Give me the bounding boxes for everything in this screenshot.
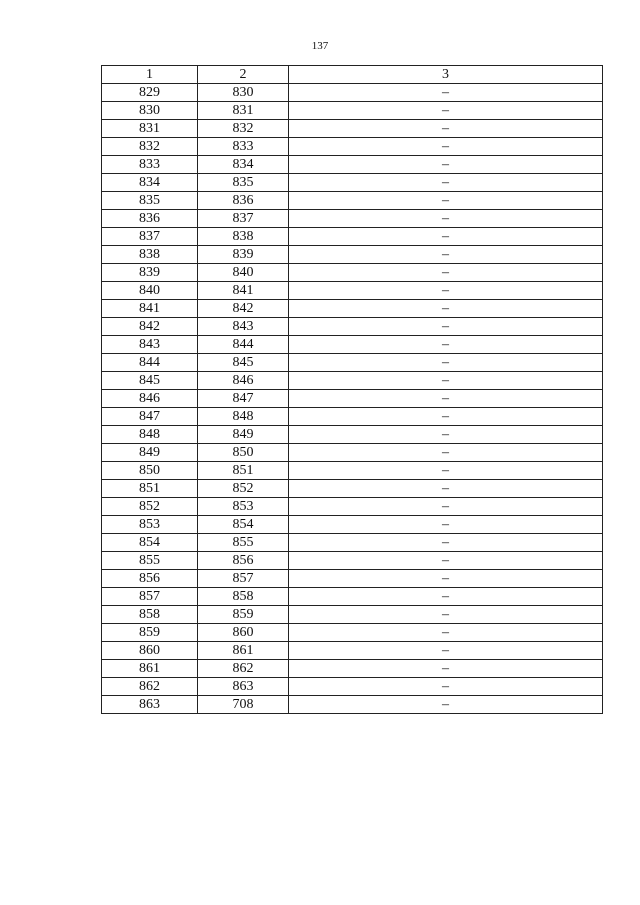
table-cell-col-1: 841 <box>102 300 198 318</box>
table-cell-col-3: – <box>289 534 603 552</box>
table-cell-col-2: 862 <box>198 660 289 678</box>
table-cell-col-1: 833 <box>102 156 198 174</box>
table-row <box>102 516 603 534</box>
table-cell-col-3: – <box>289 336 603 354</box>
table-cell-col-2: 831 <box>198 102 289 120</box>
column-header-2: 2 <box>198 66 289 84</box>
table-cell-col-3: – <box>289 426 603 444</box>
table-cell-col-3: – <box>289 228 603 246</box>
table-cell-col-3: – <box>289 660 603 678</box>
table-row <box>102 156 603 174</box>
table-row <box>102 246 603 264</box>
table-cell-col-1: 831 <box>102 120 198 138</box>
table-cell-col-1: 829 <box>102 84 198 102</box>
table-cell-col-1: 835 <box>102 192 198 210</box>
table-cell-col-2: 855 <box>198 534 289 552</box>
table-cell-col-2: 853 <box>198 498 289 516</box>
table-cell-col-2: 861 <box>198 642 289 660</box>
table-cell-col-3: – <box>289 570 603 588</box>
table-row <box>102 192 603 210</box>
table-cell-col-2: 837 <box>198 210 289 228</box>
table-cell-col-2: 845 <box>198 354 289 372</box>
table-header <box>102 66 603 84</box>
table-cell-col-2: 839 <box>198 246 289 264</box>
table-cell-col-1: 856 <box>102 570 198 588</box>
table-cell-col-3: – <box>289 498 603 516</box>
table-cell-col-1: 837 <box>102 228 198 246</box>
table-cell-col-1: 836 <box>102 210 198 228</box>
table-cell-col-1: 853 <box>102 516 198 534</box>
table-cell-col-1: 851 <box>102 480 198 498</box>
column-header-3: 3 <box>289 66 603 84</box>
table-cell-col-2: 849 <box>198 426 289 444</box>
table-cell-col-2: 850 <box>198 444 289 462</box>
table-row <box>102 480 603 498</box>
column-header-1: 1 <box>102 66 198 84</box>
table-cell-col-2: 852 <box>198 480 289 498</box>
table-cell-col-1: 847 <box>102 408 198 426</box>
table-cell-col-3: – <box>289 102 603 120</box>
table-row <box>102 282 603 300</box>
table-cell-col-2: 844 <box>198 336 289 354</box>
table-row <box>102 372 603 390</box>
table-row <box>102 210 603 228</box>
table-cell-col-3: – <box>289 156 603 174</box>
table-row <box>102 696 603 714</box>
table-cell-col-3: – <box>289 372 603 390</box>
table-cell-col-2: 832 <box>198 120 289 138</box>
table-cell-col-2: 841 <box>198 282 289 300</box>
table-cell-col-1: 861 <box>102 660 198 678</box>
table-cell-col-2: 834 <box>198 156 289 174</box>
table-row <box>102 552 603 570</box>
table-row <box>102 588 603 606</box>
table-cell-col-3: – <box>289 246 603 264</box>
table-row <box>102 138 603 156</box>
table-row <box>102 120 603 138</box>
table-cell-col-3: – <box>289 300 603 318</box>
table-cell-col-2: 848 <box>198 408 289 426</box>
table-row <box>102 390 603 408</box>
table-cell-col-2: 863 <box>198 678 289 696</box>
table-cell-col-1: 842 <box>102 318 198 336</box>
table-header-row <box>102 66 603 84</box>
table-cell-col-3: – <box>289 210 603 228</box>
table-cell-col-2: 846 <box>198 372 289 390</box>
table-cell-col-3: – <box>289 552 603 570</box>
table-row <box>102 228 603 246</box>
table-cell-col-2: 858 <box>198 588 289 606</box>
table-cell-col-3: – <box>289 120 603 138</box>
table-row <box>102 102 603 120</box>
table-cell-col-1: 844 <box>102 354 198 372</box>
table-row <box>102 534 603 552</box>
table-cell-col-3: – <box>289 642 603 660</box>
table-cell-col-2: 854 <box>198 516 289 534</box>
table-cell-col-3: – <box>289 588 603 606</box>
table-cell-col-2: 857 <box>198 570 289 588</box>
table-cell-col-3: – <box>289 696 603 714</box>
table-row <box>102 624 603 642</box>
table-cell-col-2: 840 <box>198 264 289 282</box>
table-row <box>102 300 603 318</box>
table-cell-col-3: – <box>289 174 603 192</box>
table-cell-col-1: 843 <box>102 336 198 354</box>
table-cell-col-1: 852 <box>102 498 198 516</box>
table-cell-col-1: 840 <box>102 282 198 300</box>
table-cell-col-3: – <box>289 264 603 282</box>
table-cell-col-3: – <box>289 480 603 498</box>
table-cell-col-2: 835 <box>198 174 289 192</box>
table-cell-col-1: 858 <box>102 606 198 624</box>
table-cell-col-3: – <box>289 192 603 210</box>
table-cell-col-1: 849 <box>102 444 198 462</box>
table-cell-col-3: – <box>289 84 603 102</box>
table-cell-col-1: 848 <box>102 426 198 444</box>
table-row <box>102 444 603 462</box>
table-cell-col-1: 857 <box>102 588 198 606</box>
page-number: 137 <box>311 40 329 52</box>
table-row <box>102 174 603 192</box>
table-cell-col-1: 854 <box>102 534 198 552</box>
table-row <box>102 462 603 480</box>
table-cell-col-1: 863 <box>102 696 198 714</box>
table-row <box>102 84 603 102</box>
table-cell-col-2: 859 <box>198 606 289 624</box>
table-cell-col-2: 856 <box>198 552 289 570</box>
table-cell-col-1: 850 <box>102 462 198 480</box>
table-row <box>102 408 603 426</box>
table-cell-col-3: – <box>289 444 603 462</box>
table-cell-col-3: – <box>289 408 603 426</box>
table-cell-col-2: 830 <box>198 84 289 102</box>
table-row <box>102 660 603 678</box>
table-cell-col-1: 859 <box>102 624 198 642</box>
table-cell-col-2: 842 <box>198 300 289 318</box>
table-row <box>102 498 603 516</box>
table-row <box>102 264 603 282</box>
table-cell-col-3: – <box>289 318 603 336</box>
table-cell-col-3: – <box>289 462 603 480</box>
table-cell-col-1: 838 <box>102 246 198 264</box>
table-cell-col-2: 708 <box>198 696 289 714</box>
table-cell-col-3: – <box>289 390 603 408</box>
table-cell-col-2: 847 <box>198 390 289 408</box>
table-row <box>102 678 603 696</box>
table-cell-col-1: 862 <box>102 678 198 696</box>
table-cell-col-3: – <box>289 516 603 534</box>
table-cell-col-2: 851 <box>198 462 289 480</box>
table-cell-col-1: 839 <box>102 264 198 282</box>
table-row <box>102 642 603 660</box>
table-cell-col-2: 860 <box>198 624 289 642</box>
table-cell-col-2: 843 <box>198 318 289 336</box>
table-cell-col-2: 838 <box>198 228 289 246</box>
table-row <box>102 570 603 588</box>
table-cell-col-1: 855 <box>102 552 198 570</box>
table-cell-col-3: – <box>289 678 603 696</box>
table-cell-col-3: – <box>289 282 603 300</box>
table-row <box>102 354 603 372</box>
table-cell-col-1: 834 <box>102 174 198 192</box>
table-cell-col-1: 860 <box>102 642 198 660</box>
table-body <box>102 84 603 714</box>
table-cell-col-1: 830 <box>102 102 198 120</box>
table-cell-col-1: 832 <box>102 138 198 156</box>
table-cell-col-3: – <box>289 606 603 624</box>
table-cell-col-1: 845 <box>102 372 198 390</box>
table-row <box>102 336 603 354</box>
table-row <box>102 606 603 624</box>
table-cell-col-3: – <box>289 354 603 372</box>
table-row <box>102 426 603 444</box>
table-cell-col-1: 846 <box>102 390 198 408</box>
table-cell-col-2: 833 <box>198 138 289 156</box>
table-cell-col-2: 836 <box>198 192 289 210</box>
data-table <box>101 65 603 714</box>
table-row <box>102 318 603 336</box>
table-cell-col-3: – <box>289 624 603 642</box>
table-cell-col-3: – <box>289 138 603 156</box>
